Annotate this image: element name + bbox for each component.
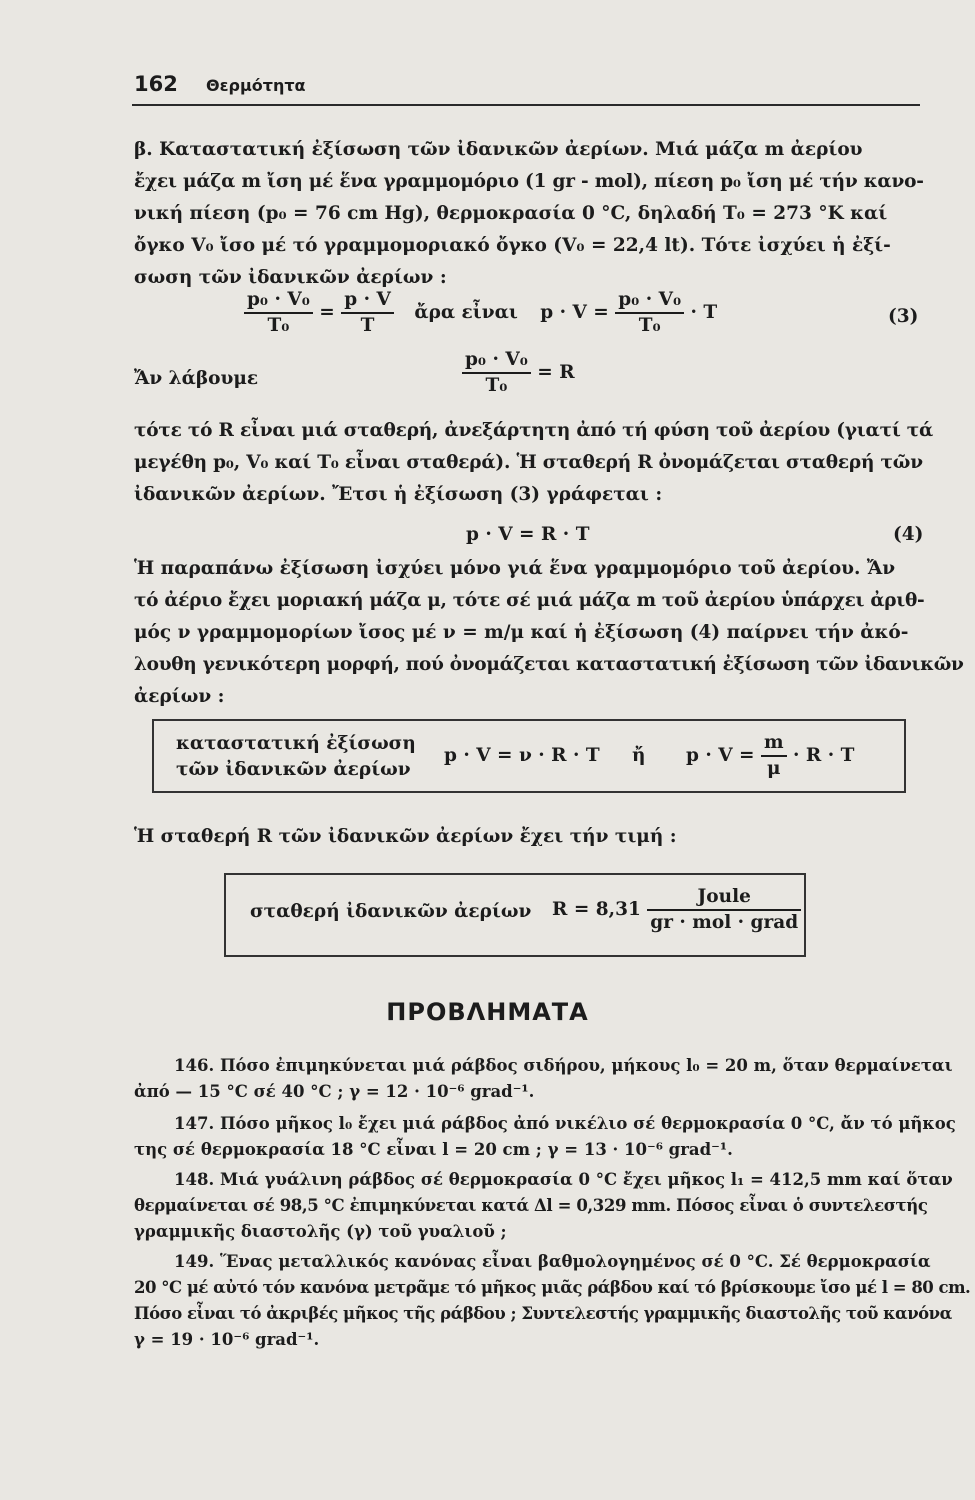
problem-148-number: 148.	[174, 1170, 215, 1189]
paragraph-3-line-3: μός ν γραμμομορίων ἴσος μέ ν = m/μ καί ἡ ἐξίσωση (4) παίρνει τήν ἀκό-	[134, 622, 909, 643]
r-box-label: σταθερή ἰδανικῶν ἀερίων	[250, 901, 532, 922]
r-box-lhs: R = 8,31	[552, 899, 641, 920]
r-units-fraction	[647, 885, 801, 935]
eq3-tail: · T	[690, 302, 718, 323]
r-definition-fraction	[462, 348, 531, 398]
paragraph-2-line-3: ἰδανικῶν ἀερίων. Ἔτσι ἡ ἐξίσωση (3) γράφεται :	[134, 484, 663, 505]
state-eq-form-a: p · V = ν · R · T	[444, 745, 600, 766]
problems-title: ΠΡΟΒΛΗΜΑΤΑ	[386, 998, 589, 1026]
page-number: 162	[134, 72, 178, 96]
state-eq-b-tail: · R · T	[793, 745, 855, 766]
problem-147-line-2: της σέ θερμοκρασία 18 °C εἶναι l = 20 cm ; γ = 13 · 10⁻⁶ grad⁻¹.	[134, 1140, 733, 1159]
if-we-take-label: Ἄν λάβουμε	[134, 368, 259, 389]
eq3-equals: =	[319, 302, 335, 323]
eq3-fraction-1	[244, 288, 313, 338]
equation-3-number: (3)	[888, 306, 919, 327]
problem-149-line-1	[174, 1252, 931, 1271]
eq3-fraction-2	[341, 288, 394, 338]
r-box-value	[552, 885, 801, 935]
section-b-line-3: νική πίεση (p₀ = 76 cm Hg), θερμοκρασία 0 °C, δηλαδή T₀ = 273 °K καί	[134, 203, 888, 224]
box-label-line-2: τῶν ἰδανικῶν ἀερίων	[176, 759, 411, 780]
section-b-line-5: σωση τῶν ἰδανικῶν ἀερίων :	[134, 267, 447, 288]
eq3-ara-text: ἄρα εἶναι	[414, 302, 518, 323]
problem-149-line-2: 20 °C μέ αὐτό τόν κανόνα μετρᾶμε τό μῆκος μιᾶς ράβδου καί τό βρίσκουμε ἴσο μέ l = 80 cm.	[134, 1278, 971, 1297]
problem-148-line-3: γραμμικῆς διαστολῆς (γ) τοῦ γυαλιοῦ ;	[134, 1222, 507, 1241]
r-units-numerator: Joule	[647, 885, 801, 911]
state-eq-b-lhs: p · V =	[686, 745, 755, 766]
section-b-line-1: β. Καταστατική ἐξίσωση τῶν ἰδανικῶν ἀερίων. Μιά μάζα m ἀερίου	[134, 139, 863, 160]
m-over-mu-fraction	[761, 731, 787, 781]
problem-149-text-1: Ἕνας μεταλλικός κανόνας εἶναι βαθμολογημένος σέ 0 °C. Σέ θερμοκρασία	[219, 1252, 931, 1271]
problem-146-number: 146.	[174, 1056, 215, 1075]
page-header	[132, 68, 920, 106]
problem-149-number: 149.	[174, 1252, 215, 1271]
running-title: Θερμότητα	[206, 76, 306, 95]
r-units-denominator: gr · mol · grad	[650, 912, 799, 933]
problem-147-text-1: Πόσο μῆκος l₀ ἔχει μιά ράβδος ἀπό νικέλιο σέ θερμοκρασία 0 °C, ἄν τό μῆκος	[219, 1114, 956, 1133]
problem-146-text-1: Πόσο ἐπιμηκύνεται μιά ράβδος σιδήρου, μήκους l₀ = 20 m, ὅταν θερμαίνεται	[219, 1056, 953, 1075]
m-over-mu-numerator: m	[761, 731, 787, 757]
eq3-fraction-3	[615, 288, 684, 338]
section-b-line-2: ἔχει μάζα m ἴση μέ ἕνα γραμμομόριο (1 gr - mol), πίεση p₀ ἴση μέ τήν κανο-	[134, 171, 924, 192]
problem-149-line-4: γ = 19 · 10⁻⁶ grad⁻¹.	[134, 1330, 320, 1349]
eq3-lhs: p · V =	[540, 302, 609, 323]
problem-146-line-2: ἀπό — 15 °C σέ 40 °C ; γ = 12 · 10⁻⁶ grad⁻¹.	[134, 1082, 535, 1101]
eq3-frac1-denominator: T₀	[267, 315, 290, 336]
problem-149-line-3: Πόσο εἶναι τό ἀκριβές μῆκος τῆς ράβδου ; Συντελεστής γραμμικῆς διαστολῆς τοῦ κανόνα	[134, 1304, 952, 1323]
r-def-denominator: T₀	[485, 375, 508, 396]
problem-148-text-1: Μιά γυάλινη ράβδος σέ θερμοκρασία 0 °C ἔχει μῆκος l₁ = 412,5 mm καί ὅταν	[219, 1170, 953, 1189]
box-label-line-1: καταστατική ἐξίσωση	[176, 733, 416, 754]
paragraph-2-line-2: μεγέθη p₀, V₀ καί T₀ εἶναι σταθερά). Ἡ σταθερή R ὀνομάζεται σταθερή τῶν	[134, 452, 923, 473]
problem-147-line-1	[174, 1114, 956, 1133]
equation-3	[244, 288, 717, 338]
if-we-take-equation	[462, 348, 575, 398]
eq3-frac2-numerator: p · V	[341, 288, 394, 314]
equation-4-number: (4)	[893, 524, 924, 545]
r-value-intro: Ἡ σταθερή R τῶν ἰδανικῶν ἀερίων ἔχει τήν τιμή :	[134, 826, 677, 847]
state-eq-or: ἤ	[632, 745, 646, 766]
eq3-frac3-denominator: T₀	[638, 315, 661, 336]
problem-148-line-2: θερμαίνεται σέ 98,5 °C ἐπιμηκύνεται κατά Δl = 0,329 mm. Πόσος εἶναι ὁ συντελεστής	[134, 1196, 928, 1215]
paragraph-2-line-1: τότε τό R εἶναι μιά σταθερή, ἀνεξάρτητη ἀπό τή φύση τοῦ ἀερίου (γιατί τά	[134, 420, 934, 441]
eq3-frac2-denominator: T	[360, 315, 375, 336]
r-constant-box	[224, 873, 806, 957]
equation-4: p · V = R · T	[466, 524, 590, 545]
r-def-numerator: p₀ · V₀	[462, 348, 531, 374]
eq3-frac1-numerator: p₀ · V₀	[244, 288, 313, 314]
problem-148-line-1	[174, 1170, 953, 1189]
paragraph-3-line-2: τό ἀέριο ἔχει μοριακή μάζα μ, τότε σέ μιά μάζα m τοῦ ἀερίου ὑπάρχει ἀριθ-	[134, 590, 925, 611]
eq3-frac3-numerator: p₀ · V₀	[615, 288, 684, 314]
paragraph-3-line-5: ἀερίων :	[134, 686, 225, 707]
paragraph-3-line-4: λουθη γενικότερη μορφή, πού ὀνομάζεται καταστατική ἐξίσωση τῶν ἰδανικῶν	[134, 654, 964, 675]
r-def-rhs: = R	[537, 362, 575, 383]
problem-146-line-1	[174, 1056, 953, 1075]
section-b-line-4: ὄγκο V₀ ἴσο μέ τό γραμμομοριακό ὄγκο (V₀ = 22,4 lt). Τότε ἰσχύει ἡ ἐξί-	[134, 235, 891, 256]
problem-147-number: 147.	[174, 1114, 215, 1133]
state-eq-form-b	[686, 731, 854, 781]
state-equation-box	[152, 719, 906, 793]
m-over-mu-denominator: μ	[767, 758, 781, 779]
paragraph-3-line-1: Ἡ παραπάνω ἐξίσωση ἰσχύει μόνο γιά ἕνα γραμμομόριο τοῦ ἀερίου. Ἄν	[134, 558, 896, 579]
